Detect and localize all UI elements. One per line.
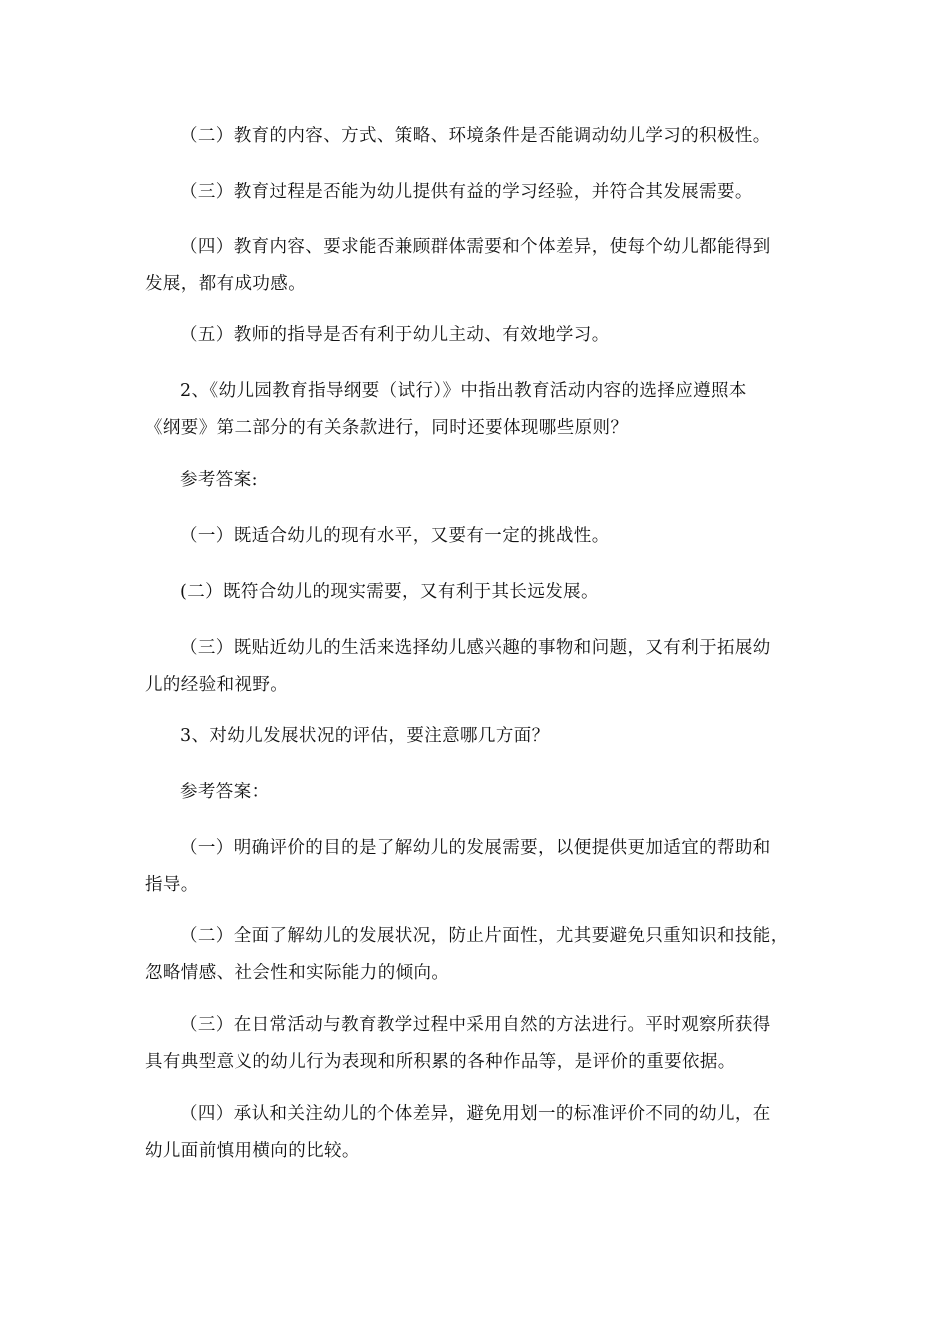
question-2 xyxy=(145,373,810,447)
text-line: 幼儿面前慎用横向的比较。 xyxy=(145,1141,360,1161)
text-line: （二）教育的内容、方式、策略、环境条件是否能调动幼儿学习的积极性。 xyxy=(180,126,771,146)
answer-3-item-4 xyxy=(145,1096,810,1170)
text-line: 指导。 xyxy=(145,875,199,895)
answer-2-item-2 xyxy=(145,574,810,611)
text-line: (二）既符合幼儿的现实需要，又有利于其长远发展。 xyxy=(180,582,599,602)
text-line: （三）在日常活动与教育教学过程中采用自然的方法进行。平时观察所获得 xyxy=(180,1015,771,1035)
text-line: （二）全面了解幼儿的发展状况，防止片面性，尤其要避免只重知识和技能， xyxy=(180,926,789,946)
paragraph-item-2-3 xyxy=(145,229,810,303)
text-line: （一）明确评价的目的是了解幼儿的发展需要，以便提供更加适宜的帮助和 xyxy=(180,838,771,858)
text-line: 儿的经验和视野。 xyxy=(145,675,289,695)
text-line: （四）教育内容、要求能否兼顾群体需要和个体差异，使每个幼儿都能得到 xyxy=(180,237,771,257)
answer-label-3 xyxy=(145,774,810,811)
paragraph-item-2-1 xyxy=(145,118,810,155)
text-line: 发展，都有成功感。 xyxy=(145,274,307,294)
text-line: 参考答案: xyxy=(180,470,258,490)
text-line: （一）既适合幼儿的现有水平，又要有一定的挑战性。 xyxy=(180,526,610,546)
answer-3-item-3 xyxy=(145,1007,810,1081)
text-line: 参考答案： xyxy=(180,782,270,802)
text-line: 忽略情感、社会性和实际能力的倾向。 xyxy=(145,963,450,983)
text-line: 2、《幼儿园教育指导纲要（试行）》中指出教育活动内容的选择应遵照本 xyxy=(180,381,747,401)
text-line: 3、对幼儿发展状况的评估，要注意哪几方面？ xyxy=(180,726,550,746)
text-line: （三）既贴近幼儿的生活来选择幼儿感兴趣的事物和问题，又有利于拓展幼 xyxy=(180,638,771,658)
answer-3-item-2 xyxy=(145,918,810,992)
answer-2-item-1 xyxy=(145,518,810,555)
question-3 xyxy=(145,718,810,755)
text-line: 《纲要》第二部分的有关条款进行，同时还要体现哪些原则？ xyxy=(145,418,629,438)
answer-3-item-1 xyxy=(145,830,810,904)
text-line: （五）教师的指导是否有利于幼儿主动、有效地学习。 xyxy=(180,325,610,345)
text-line: （四）承认和关注幼儿的个体差异，避免用划一的标准评价不同的幼儿，在 xyxy=(180,1104,771,1124)
paragraph-item-2-2 xyxy=(145,174,810,211)
text-line: （三）教育过程是否能为幼儿提供有益的学习经验，并符合其发展需要。 xyxy=(180,182,753,202)
text-line: 具有典型意义的幼儿行为表现和所积累的各种作品等，是评价的重要依据。 xyxy=(145,1052,736,1072)
answer-label-2 xyxy=(145,462,810,499)
paragraph-item-2-4 xyxy=(145,317,810,354)
answer-2-item-3 xyxy=(145,630,810,704)
